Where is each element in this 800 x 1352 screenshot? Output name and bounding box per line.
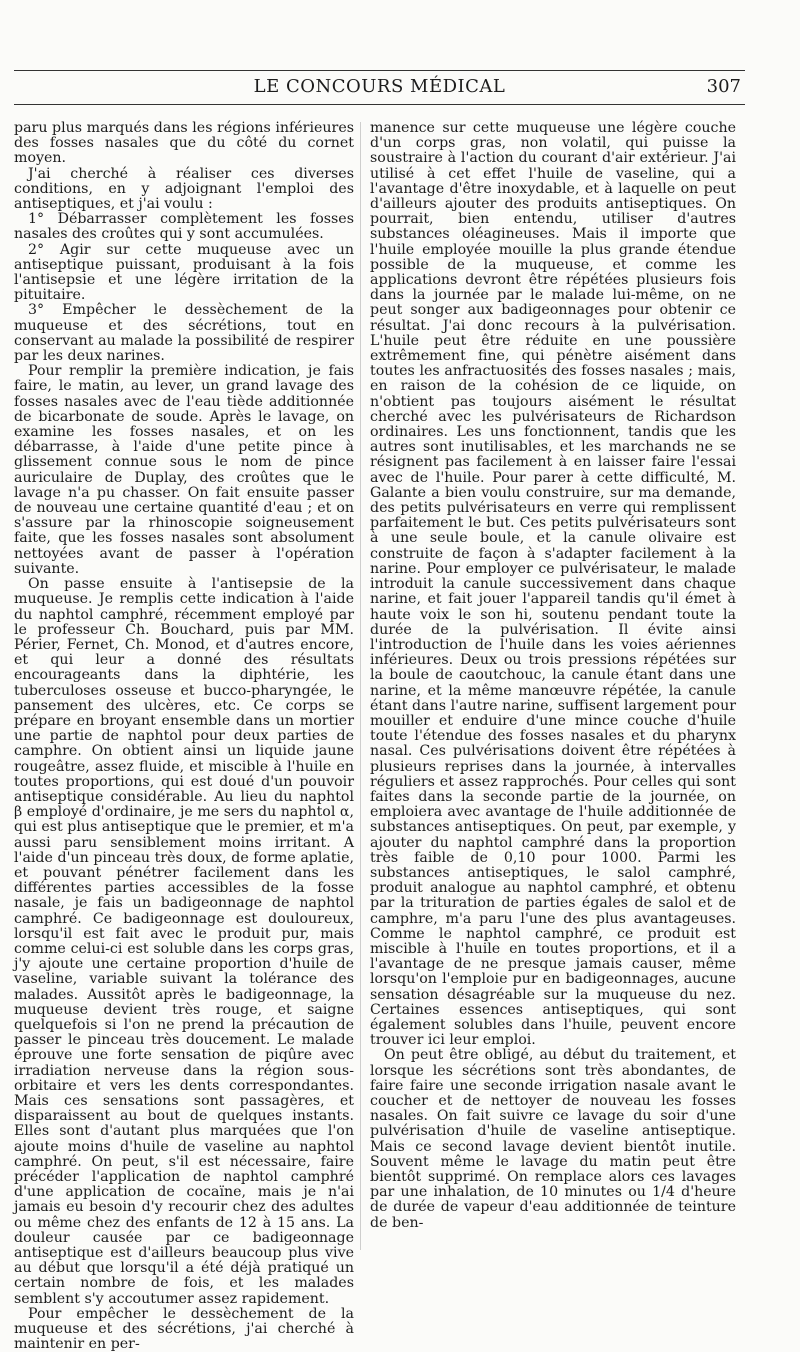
- left-column: [14, 120, 354, 1352]
- right-column: [370, 121, 736, 1256]
- column-divider: [360, 122, 361, 1250]
- paragraph: Pour remplir la première indication, je fais faire, le matin, au lever, un grand lavage des fosses nasales avec de l'eau tiède additionnée de bicarbonate de soude. Après le lavage, on examine les fosses nasales, et on les débarrasse, à l'aide d'une petite pince à glissement connue sous le nom de pince auriculaire de Duplay, des croûtes que le lavage n'a pu chasser. On fait ensuite passer de nouveau une certaine quantité d'eau ; et on s'assure par la rhinoscopie soigneusement faite, que les fosses nasales sont absolument nettoyées avant de passer à l'opération suivante.: [14, 363, 354, 577]
- paragraph: 3° Empêcher le dessèchement de la muqueuse et des sécrétions, tout en conservant au malade la possibilité de respirer par les deux narines.: [14, 302, 354, 365]
- paragraph: J'ai cherché à réaliser ces diverses conditions, en y adjoignant l'emploi des antiseptiques, et j'ai voulu :: [14, 165, 354, 213]
- running-head: [14, 76, 745, 102]
- header-rule-top: [14, 70, 745, 71]
- header-rule-bottom: [14, 104, 745, 105]
- paragraph: On peut être obligé, au début du traitement, et lorsque les sécrétions sont très abondantes, de faire faire une seconde irrigation nasale avant le coucher et de nettoyer de nouveau les fosses nasales. On fait suivre ce lavage du soir d'une pulvérisation d'huile de vaseline antiseptique. Mais ce second lavage devient bientôt inutile. Souvent même le lavage du matin peut être bientôt supprimé. On remplace alors ces lavages par une inhalation, de 10 minutes ou 1/4 d'heure de durée de vapeur d'eau additionnée de teinture de ben-: [370, 1047, 736, 1231]
- paragraph: manence sur cette muqueuse une légère couche d'un corps gras, non volatil, qui puisse la soustraire à l'action du courant d'air extérieur. J'ai utilisé à cet effet l'huile de vaseline, qui a l'avantage d'être inoxydable, et à laquelle on peut d'ailleurs ajouter des produits antiseptiques. On pourrait, bien entendu, utiliser d'autres substances oléagineuses. Mais il importe que l'huile employée mouille la plus grande étendue possible de la muqueuse, et comme les applications devront être répétées plusieurs fois dans la journée par le malade lui-même, on ne peut songer aux badigeonnages pour obtenir ce résultat. J'ai donc recours à la pulvérisation. L'huile peut être réduite en une poussière extrêmement fine, qui pénètre aisément dans toutes les anfractuosités des fosses nasales ; mais, en raison de la cohésion de ce liquide, on n'obtient pas toujours aisément le résultat cherché avec les pulvérisateurs de Richardson ordinaires. Les uns fonctionnent, tandis que les autres sont inutilisables, et les marchands ne se résignent pas facilement à en laisser faire l'essai avec de l'huile. Pour parer à cette difficulté, M. Galante a bien voulu construire, sur ma demande, des petits pulvérisateurs en verre qui remplissent parfaitement le but. Ces petits pulvérisateurs sont à une seule boule, et la canule olivaire est construite de façon à s'adapter facilement à la narine. Pour employer ce pulvérisateur, le malade introduit la canule successivement dans chaque narine, et fait jouer l'appareil tandis qu'il émet à haute voix le son hi, soutenu pendant toute la durée de la pulvérisation. Il évite ainsi l'introduction de l'huile dans les voies aériennes inférieures. Deux ou trois pressions répétées sur la boule de caoutchouc, la canule étant dans une narine, et la même manœuvre répétée, la canule étant dans l'autre narine, suffisent largement pour mouiller et enduire d'une mince couche d'huile toute l'étendue des fosses nasales et du pharynx nasal. Ces pulvérisations doivent être répétées à plusieurs reprises dans la journée, à intervalles réguliers et assez rapprochés. Pour celles qui sont faites dans la seconde partie de la journée, on emploiera avec avantage de l'huile additionnée de substances antiseptiques. On peut, par exemple, y ajouter du naphtol camphré dans la proportion très faible de 0,10 pour 1000. Parmi les substances antiseptiques, le salol camphré, produit analogue au naphtol camphré, et obtenu par la trituration de parties égales de salol et de camphre, m'a paru l'une des plus avantageuses. Comme le naphtol camphré, ce produit est miscible à l'huile en toutes proportions, et il a l'avantage de ne presque jamais causer, même lorsqu'on l'emploie pur en badigeonnages, aucune sensation désagréable sur la muqueuse du nez. Certaines essences antiseptiques, qui sont également solubles dans l'huile, peuvent encore trouver ici leur emploi.: [370, 120, 736, 1049]
- paragraph: paru plus marqués dans les régions inférieures des fosses nasales que du côté du cornet moyen.: [14, 120, 354, 167]
- paragraph: Pour empêcher le dessèchement de la muqueuse et des sécrétions, j'ai cherché à maintenir en per-: [14, 1305, 354, 1352]
- paragraph: 1° Débarrasser complètement les fosses nasales des croûtes qui y sont accumulées.: [14, 211, 354, 243]
- journal-title: LE CONCOURS MÉDICAL: [253, 76, 506, 97]
- page-number: 307: [706, 76, 741, 97]
- paragraph: On passe ensuite à l'antisepsie de la muqueuse. Je remplis cette indication à l'aide du naphtol camphré, récemment employé par le professeur Ch. Bouchard, puis par MM. Périer, Fernet, Ch. Monod, et d'autres encore, et qui leur a donné des résultats encourageants dans la diphtérie, les tuberculoses osseuse et bucco-pharyngée, le pansement des ulcères, etc. Ce corps se prépare en broyant ensemble dans un mortier une partie de naphtol pour deux parties de camphre. On obtient ainsi un liquide jaune rougeâtre, assez fluide, et miscible à l'huile en toutes proportions, qui est doué d'un pouvoir antiseptique considérable. Au lieu du naphtol β employé d'ordinaire, je me sers du naphtol α, qui est plus antiseptique que le premier, et m'a aussi paru sensiblement moins irritant. A l'aide d'un pinceau très doux, de forme aplatie, et pouvant pénétrer facilement dans les différentes parties accessibles de la fosse nasale, je fais un badigeonnage de naphtol camphré. Ce badigeonnage est douloureux, lorsqu'il est fait avec le produit pur, mais comme celui-ci est soluble dans les corps gras, j'y ajoute une certaine proportion d'huile de vaseline, variable suivant la tolérance des malades. Aussitôt après le badigeonnage, la muqueuse devient très rouge, et saigne quelquefois si l'on ne prend la précaution de passer le pinceau très doucement. Le malade éprouve une forte sensation de piqûre avec irradiation nerveuse dans la région sous-orbitaire et vers les dents correspondantes. Mais ces sensations sont passagères, et disparaissent au bout de quelques instants. Elles sont d'autant plus marquées que l'on ajoute moins d'huile de vaseline au naphtol camphré. On peut, s'il est nécessaire, faire précéder l'application de naphtol camphré d'une application de cocaïne, mais je n'ai jamais eu besoin d'y recourir chez des adultes ou même chez des enfants de 12 à 15 ans. La douleur causée par ce badigeonnage antiseptique est d'ailleurs beaucoup plus vive au début que lorsqu'il a été déjà pratiqué un certain nombre de fois, et les malades semblent s'y accoutumer assez rapidement.: [14, 576, 354, 1307]
- paragraph: 2° Agir sur cette muqueuse avec un antiseptique puissant, produisant à la fois l'antisepsie et une légère irritation de la pituitaire.: [14, 241, 354, 304]
